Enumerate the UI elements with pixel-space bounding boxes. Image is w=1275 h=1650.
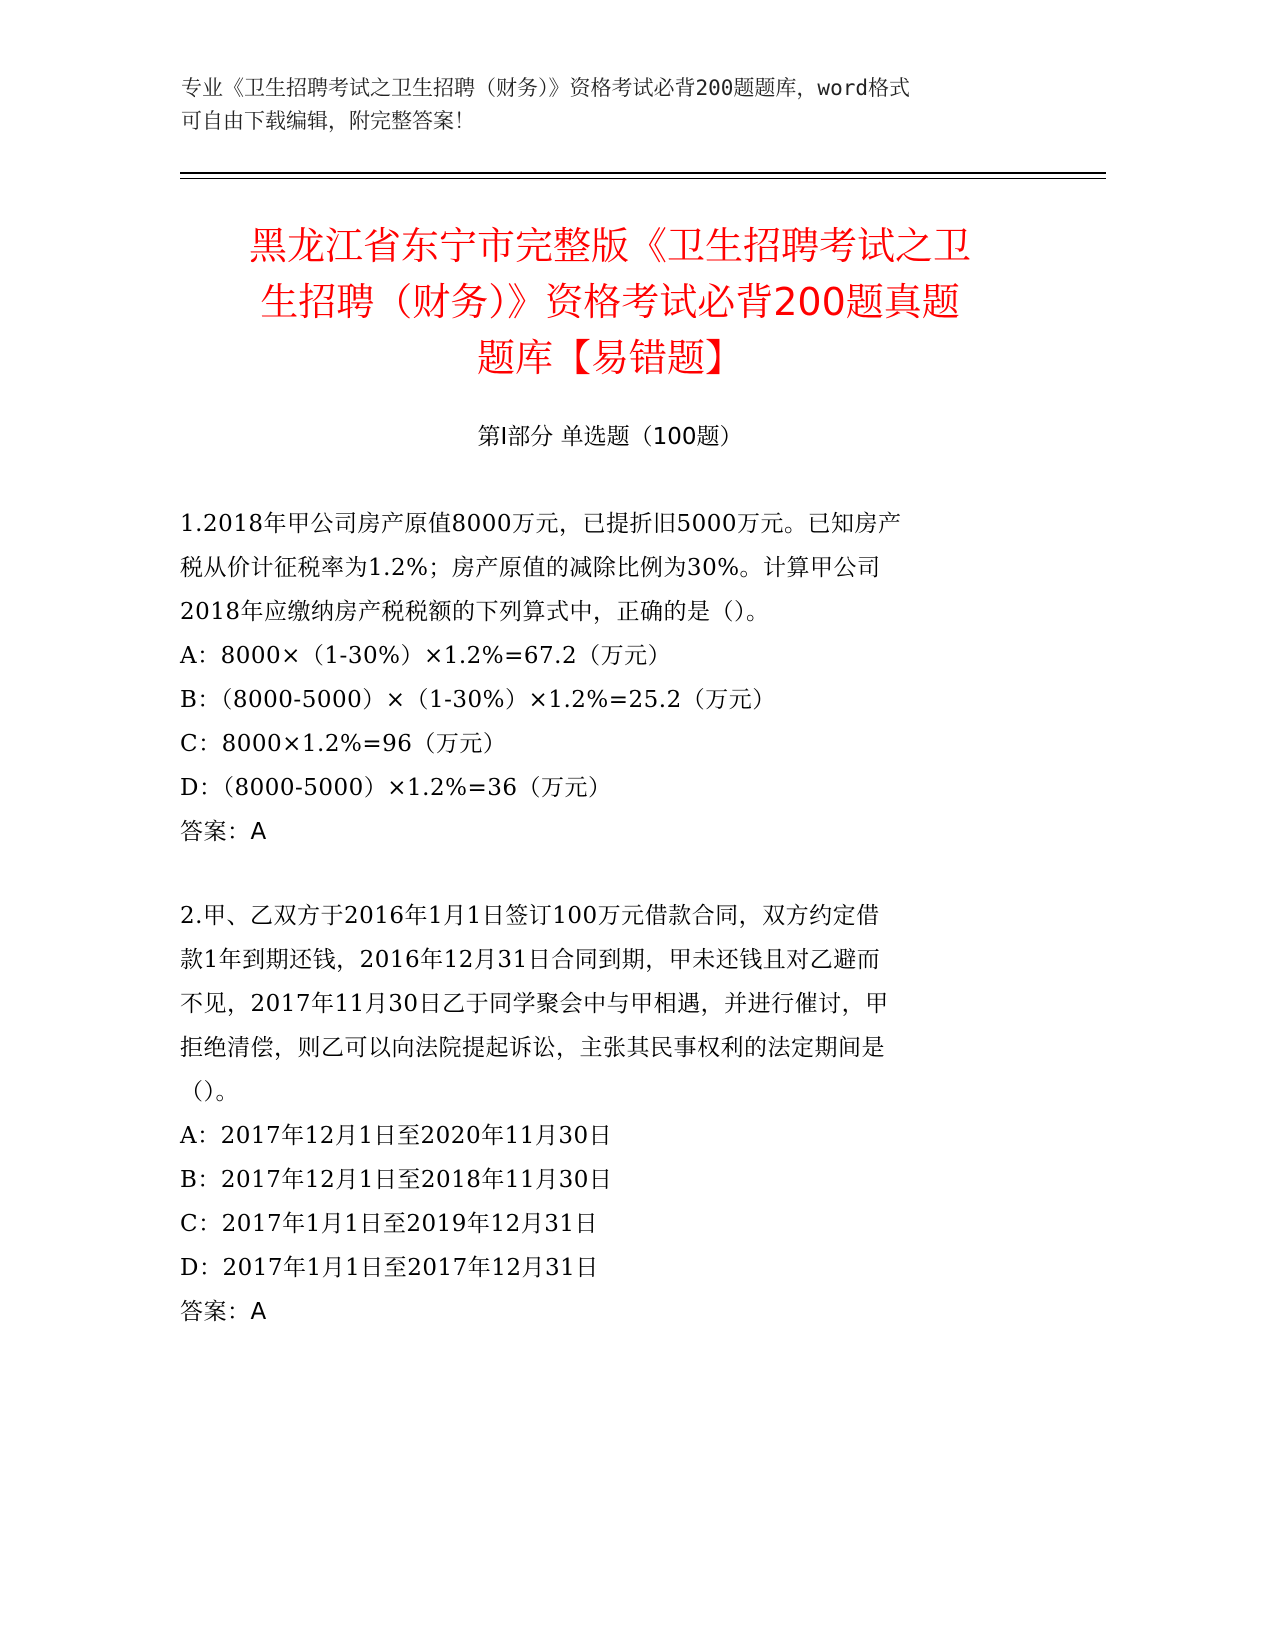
option-d: D：2017年1月1日至2017年12月31日 xyxy=(180,1255,599,1281)
question-block xyxy=(180,894,1040,1334)
question-block xyxy=(180,502,1040,854)
option-d: D：（8000-5000）×1.2%=36（万元） xyxy=(180,775,612,801)
document-header xyxy=(181,72,1041,138)
answer-line: 答案：A xyxy=(180,1299,267,1325)
question-text-line: 不见，2017年11月30日乙于同学聚会中与甲相遇，并进行催讨，甲 xyxy=(180,991,889,1017)
option-a: A：8000×（1-30%）×1.2%=67.2（万元） xyxy=(180,643,672,669)
header-line: 可自由下载编辑，附完整答案！ xyxy=(181,109,475,133)
header-divider-thick xyxy=(180,172,1106,174)
option-c: C：2017年1月1日至2019年12月31日 xyxy=(180,1211,598,1237)
document-title xyxy=(180,218,1040,386)
section-heading: 第I部分 单选题（100题） xyxy=(477,424,743,450)
option-c: C：8000×1.2%=96（万元） xyxy=(180,731,507,757)
title-line: 生招聘（财务）》资格考试必背200题真题 xyxy=(260,280,960,324)
title-line: 黑龙江省东宁市完整版《卫生招聘考试之卫 xyxy=(248,224,971,268)
question-text-line: （）。 xyxy=(180,1079,239,1105)
option-b: B：2017年12月1日至2018年11月30日 xyxy=(180,1167,613,1193)
answer-line: 答案：A xyxy=(180,819,267,845)
header-line: 专业《卫生招聘考试之卫生招聘（财务）》资格考试必背200题题库，word格式 xyxy=(181,76,910,100)
option-a: A：2017年12月1日至2020年11月30日 xyxy=(180,1123,613,1149)
question-text-line: 2018年应缴纳房产税税额的下列算式中，正确的是（）。 xyxy=(180,599,770,625)
question-text-line: 2.甲、乙双方于2016年1月1日签订100万元借款合同，双方约定借 xyxy=(180,903,880,929)
question-text-line: 税从价计征税率为1.2%；房产原值的减除比例为30%。计算甲公司 xyxy=(180,555,881,581)
title-line: 题库【易错题】 xyxy=(476,336,743,380)
header-divider-thin xyxy=(180,178,1106,179)
question-text-line: 款1年到期还钱，2016年12月31日合同到期，甲未还钱且对乙避而 xyxy=(180,947,881,973)
question-text-line: 拒绝清偿，则乙可以向法院提起诉讼，主张其民事权利的法定期间是 xyxy=(180,1035,885,1061)
question-text-line: 1.2018年甲公司房产原值8000万元，已提折旧5000万元。已知房产 xyxy=(180,511,902,537)
option-b: B：（8000-5000）×（1-30%）×1.2%=25.2（万元） xyxy=(180,687,776,713)
